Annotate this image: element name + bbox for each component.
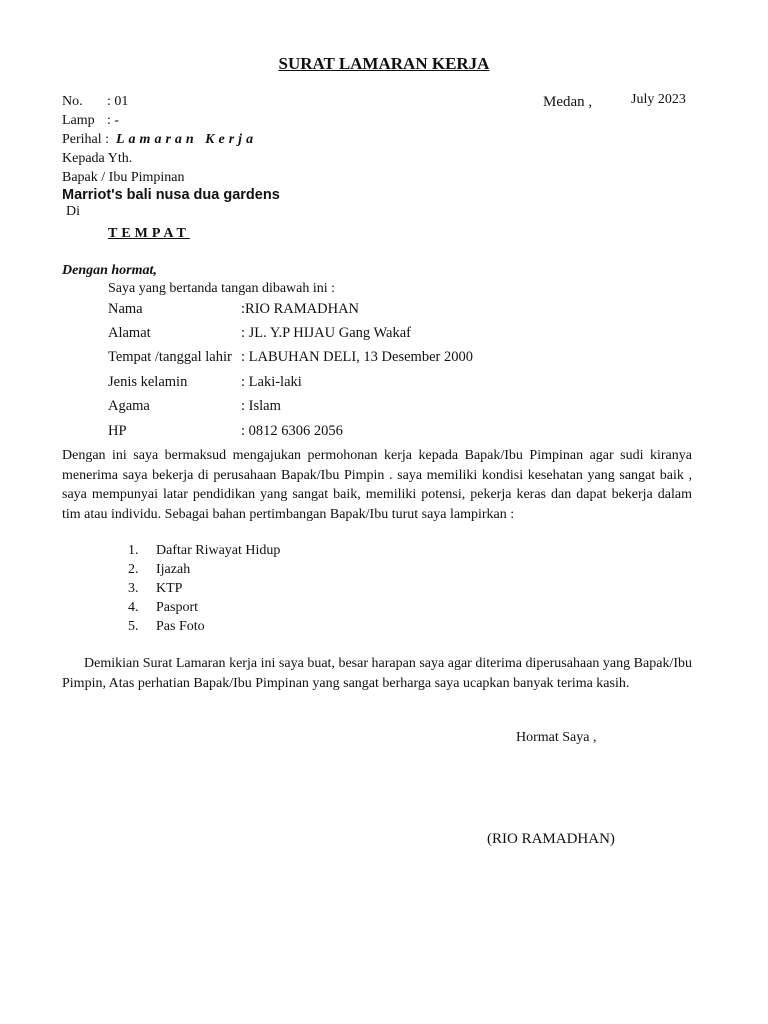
intro-line: Saya yang bertanda tangan dibawah ini : (108, 281, 336, 296)
no-value: : 01 (107, 94, 129, 109)
applicant-label: HP (108, 423, 127, 439)
applicant-row (108, 424, 343, 439)
applicant-label: Jenis kelamin (108, 374, 188, 390)
list-text: Ijazah (156, 562, 191, 577)
perihal-value: Lamaran Kerja (116, 132, 258, 147)
list-number: 5. (128, 619, 139, 634)
list-number: 2. (128, 562, 139, 577)
applicant-row (108, 302, 359, 317)
list-text: KTP (156, 581, 183, 596)
applicant-value: : Islam (241, 398, 281, 414)
list-text: Pasport (156, 600, 198, 615)
lamp-value: : - (107, 113, 120, 128)
letter-title: SURAT LAMARAN KERJA (278, 54, 490, 73)
lamp-label: Lamp (62, 113, 95, 128)
applicant-row (108, 350, 473, 365)
applicant-value: : Laki-laki (241, 374, 302, 390)
applicant-row (108, 399, 281, 414)
applicant-row (108, 375, 302, 390)
city: Medan , (543, 94, 593, 110)
applicant-label: Nama (108, 301, 143, 317)
list-text: Pas Foto (156, 619, 205, 634)
recipient-di: Di (66, 204, 80, 219)
applicant-label: Alamat (108, 325, 151, 341)
list-text: Daftar Riwayat Hidup (156, 543, 281, 558)
recipient-title: Bapak / Ibu Pimpinan (62, 170, 185, 185)
recipient-kepada: Kepada Yth. (62, 151, 133, 166)
applicant-label: Tempat /tanggal lahir (108, 349, 232, 365)
attachment-list (128, 541, 280, 636)
recipient-company: Marriot's bali nusa dua gardens (62, 187, 280, 203)
list-number: 1. (128, 543, 139, 558)
applicant-value: : 0812 6306 2056 (241, 423, 343, 439)
list-item (128, 598, 280, 617)
sign-off: Hormat Saya , (516, 730, 597, 745)
signature-name: (RIO RAMADHAN) (487, 831, 615, 847)
applicant-value: :RIO RAMADHAN (241, 301, 360, 317)
perihal-label: Perihal : (62, 132, 110, 147)
greeting: Dengan hormat, (62, 263, 157, 278)
applicant-value: : JL. Y.P HIJAU Gang Wakaf (241, 325, 411, 341)
applicant-value: : LABUHAN DELI, 13 Desember 2000 (241, 349, 473, 365)
body-paragraph: Dengan ini saya bermaksud mengajukan permohonan kerja kepada Bapak/Ibu Pimpinan agar sudi kiranya menerima saya bekerja di perusahaan Bapak/Ibu Pimpin . saya memiliki kondisi kesehatan yang sangat baik , saya mempunyai latar pendidikan yang sangat baik, memiliki potensi, pekerja keras dan dapat bekerja dalam tim atau individu. Sebagai bahan pertimbangan Bapak/Ibu turut saya lampirkan : (62, 448, 692, 522)
recipient-tempat: TEMPAT (108, 226, 190, 241)
no-label: No. (62, 94, 83, 109)
list-item (128, 560, 280, 579)
list-number: 4. (128, 600, 139, 615)
applicant-row (108, 326, 411, 341)
list-item (128, 617, 280, 636)
list-item (128, 579, 280, 598)
applicant-label: Agama (108, 398, 150, 414)
list-item (128, 541, 280, 560)
closing-paragraph: Demikian Surat Lamaran kerja ini saya buat, besar harapan saya agar diterima diperusahaan yang Bapak/Ibu Pimpin, Atas perhatian Bapak/Ibu Pimpinan yang sangat berharga saya ucapkan banyak terima kasih. (62, 656, 692, 691)
letter-date: July 2023 (631, 92, 686, 107)
list-number: 3. (128, 581, 139, 596)
